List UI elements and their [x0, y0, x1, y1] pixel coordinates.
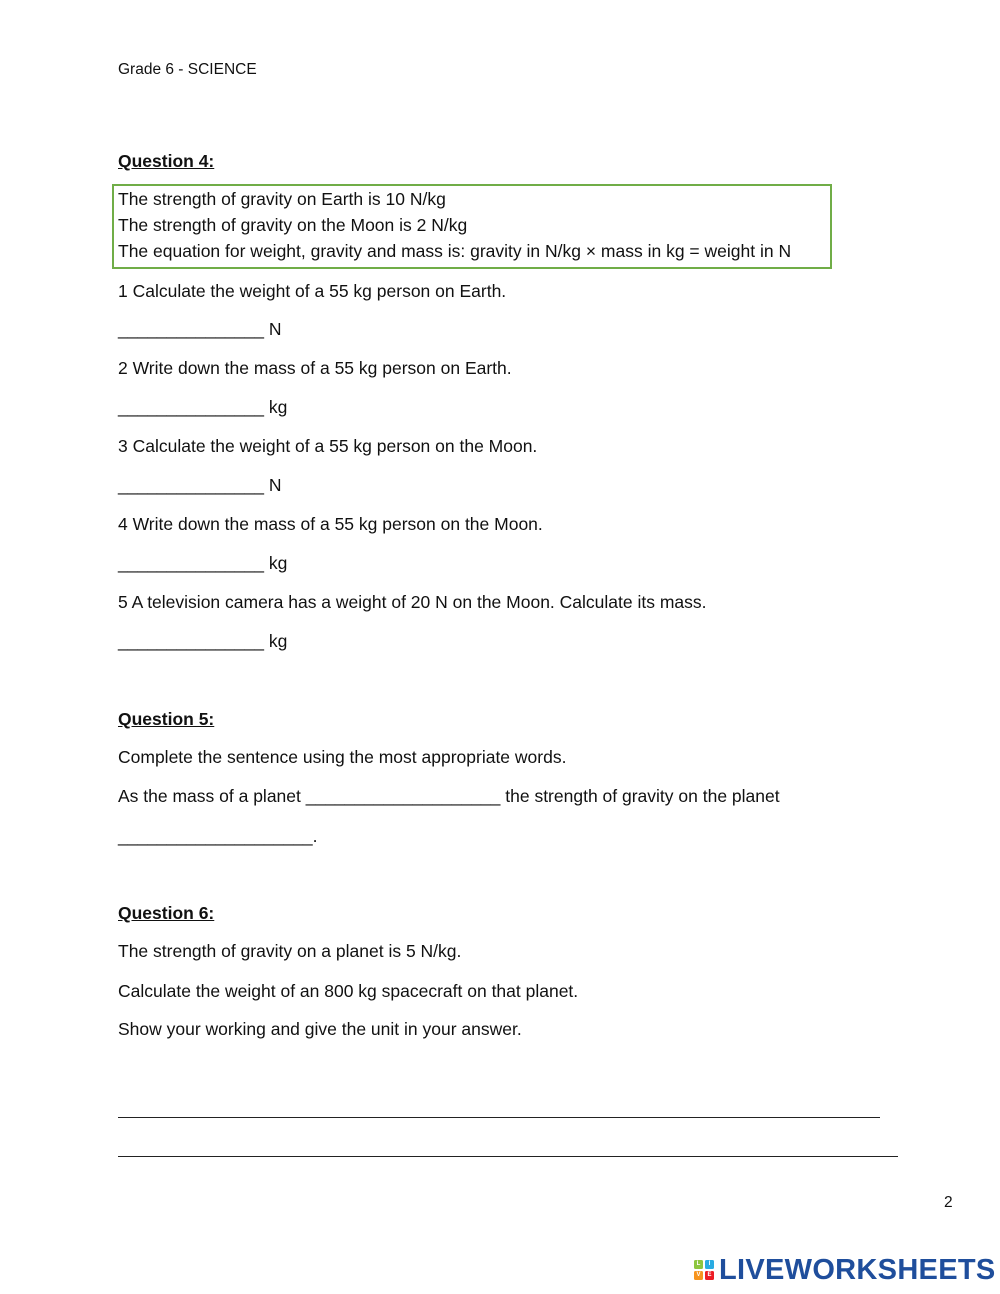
info-line-earth: The strength of gravity on Earth is 10 N/kg	[118, 189, 446, 209]
q4-item-3-answer-blank[interactable]: _______________ N	[118, 475, 282, 495]
question-4-heading: Question 4:	[118, 151, 215, 171]
q4-item-5-question: 5 A television camera has a weight of 20 N on the Moon. Calculate its mass.	[118, 592, 707, 612]
logo-tile: I	[705, 1260, 714, 1269]
q4-item-2-question: 2 Write down the mass of a 55 kg person on Earth.	[118, 358, 512, 378]
q4-item-3-question: 3 Calculate the weight of a 55 kg person on the Moon.	[118, 436, 538, 456]
q6-line-3: Show your working and give the unit in your answer.	[118, 1019, 522, 1039]
q4-item-4-question: 4 Write down the mass of a 55 kg person on the Moon.	[118, 514, 543, 534]
q4-item-4-answer-blank[interactable]: _______________ kg	[118, 553, 288, 573]
info-line-equation: The equation for weight, gravity and mass is: gravity in N/kg × mass in kg = weight in N	[118, 241, 792, 261]
q4-item-1-answer-blank[interactable]: _______________ N	[118, 319, 282, 339]
page-number: 2	[944, 1194, 953, 1211]
q5-instruction: Complete the sentence using the most appropriate words.	[118, 747, 567, 767]
logo-tile: E	[705, 1271, 714, 1280]
logo-tile: L	[694, 1260, 703, 1269]
q5-sentence-line-2[interactable]: ____________________.	[118, 826, 318, 846]
q6-answer-line-2[interactable]	[118, 1156, 898, 1157]
logo-tile: V	[694, 1271, 703, 1280]
liveworksheets-logo	[694, 1255, 996, 1285]
info-line-moon: The strength of gravity on the Moon is 2 N/kg	[118, 215, 468, 235]
q6-line-1: The strength of gravity on a planet is 5 N/kg.	[118, 941, 462, 961]
q5-sentence-line-1[interactable]: As the mass of a planet ____________________ the strength of gravity on the planet	[118, 786, 780, 806]
question-5-heading: Question 5:	[118, 709, 215, 729]
q6-answer-line-1[interactable]	[118, 1117, 880, 1118]
q4-item-5-answer-blank[interactable]: _______________ kg	[118, 631, 288, 651]
logo-wordmark: LIVEWORKSHEETS	[719, 1254, 996, 1286]
q6-line-2: Calculate the weight of an 800 kg spacecraft on that planet.	[118, 981, 579, 1001]
q4-item-2-answer-blank[interactable]: _______________ kg	[118, 397, 288, 417]
page-header: Grade 6 - SCIENCE	[118, 61, 257, 78]
question-6-heading: Question 6:	[118, 903, 215, 923]
logo-tiles-icon	[694, 1260, 714, 1280]
q4-item-1-question: 1 Calculate the weight of a 55 kg person on Earth.	[118, 281, 507, 301]
